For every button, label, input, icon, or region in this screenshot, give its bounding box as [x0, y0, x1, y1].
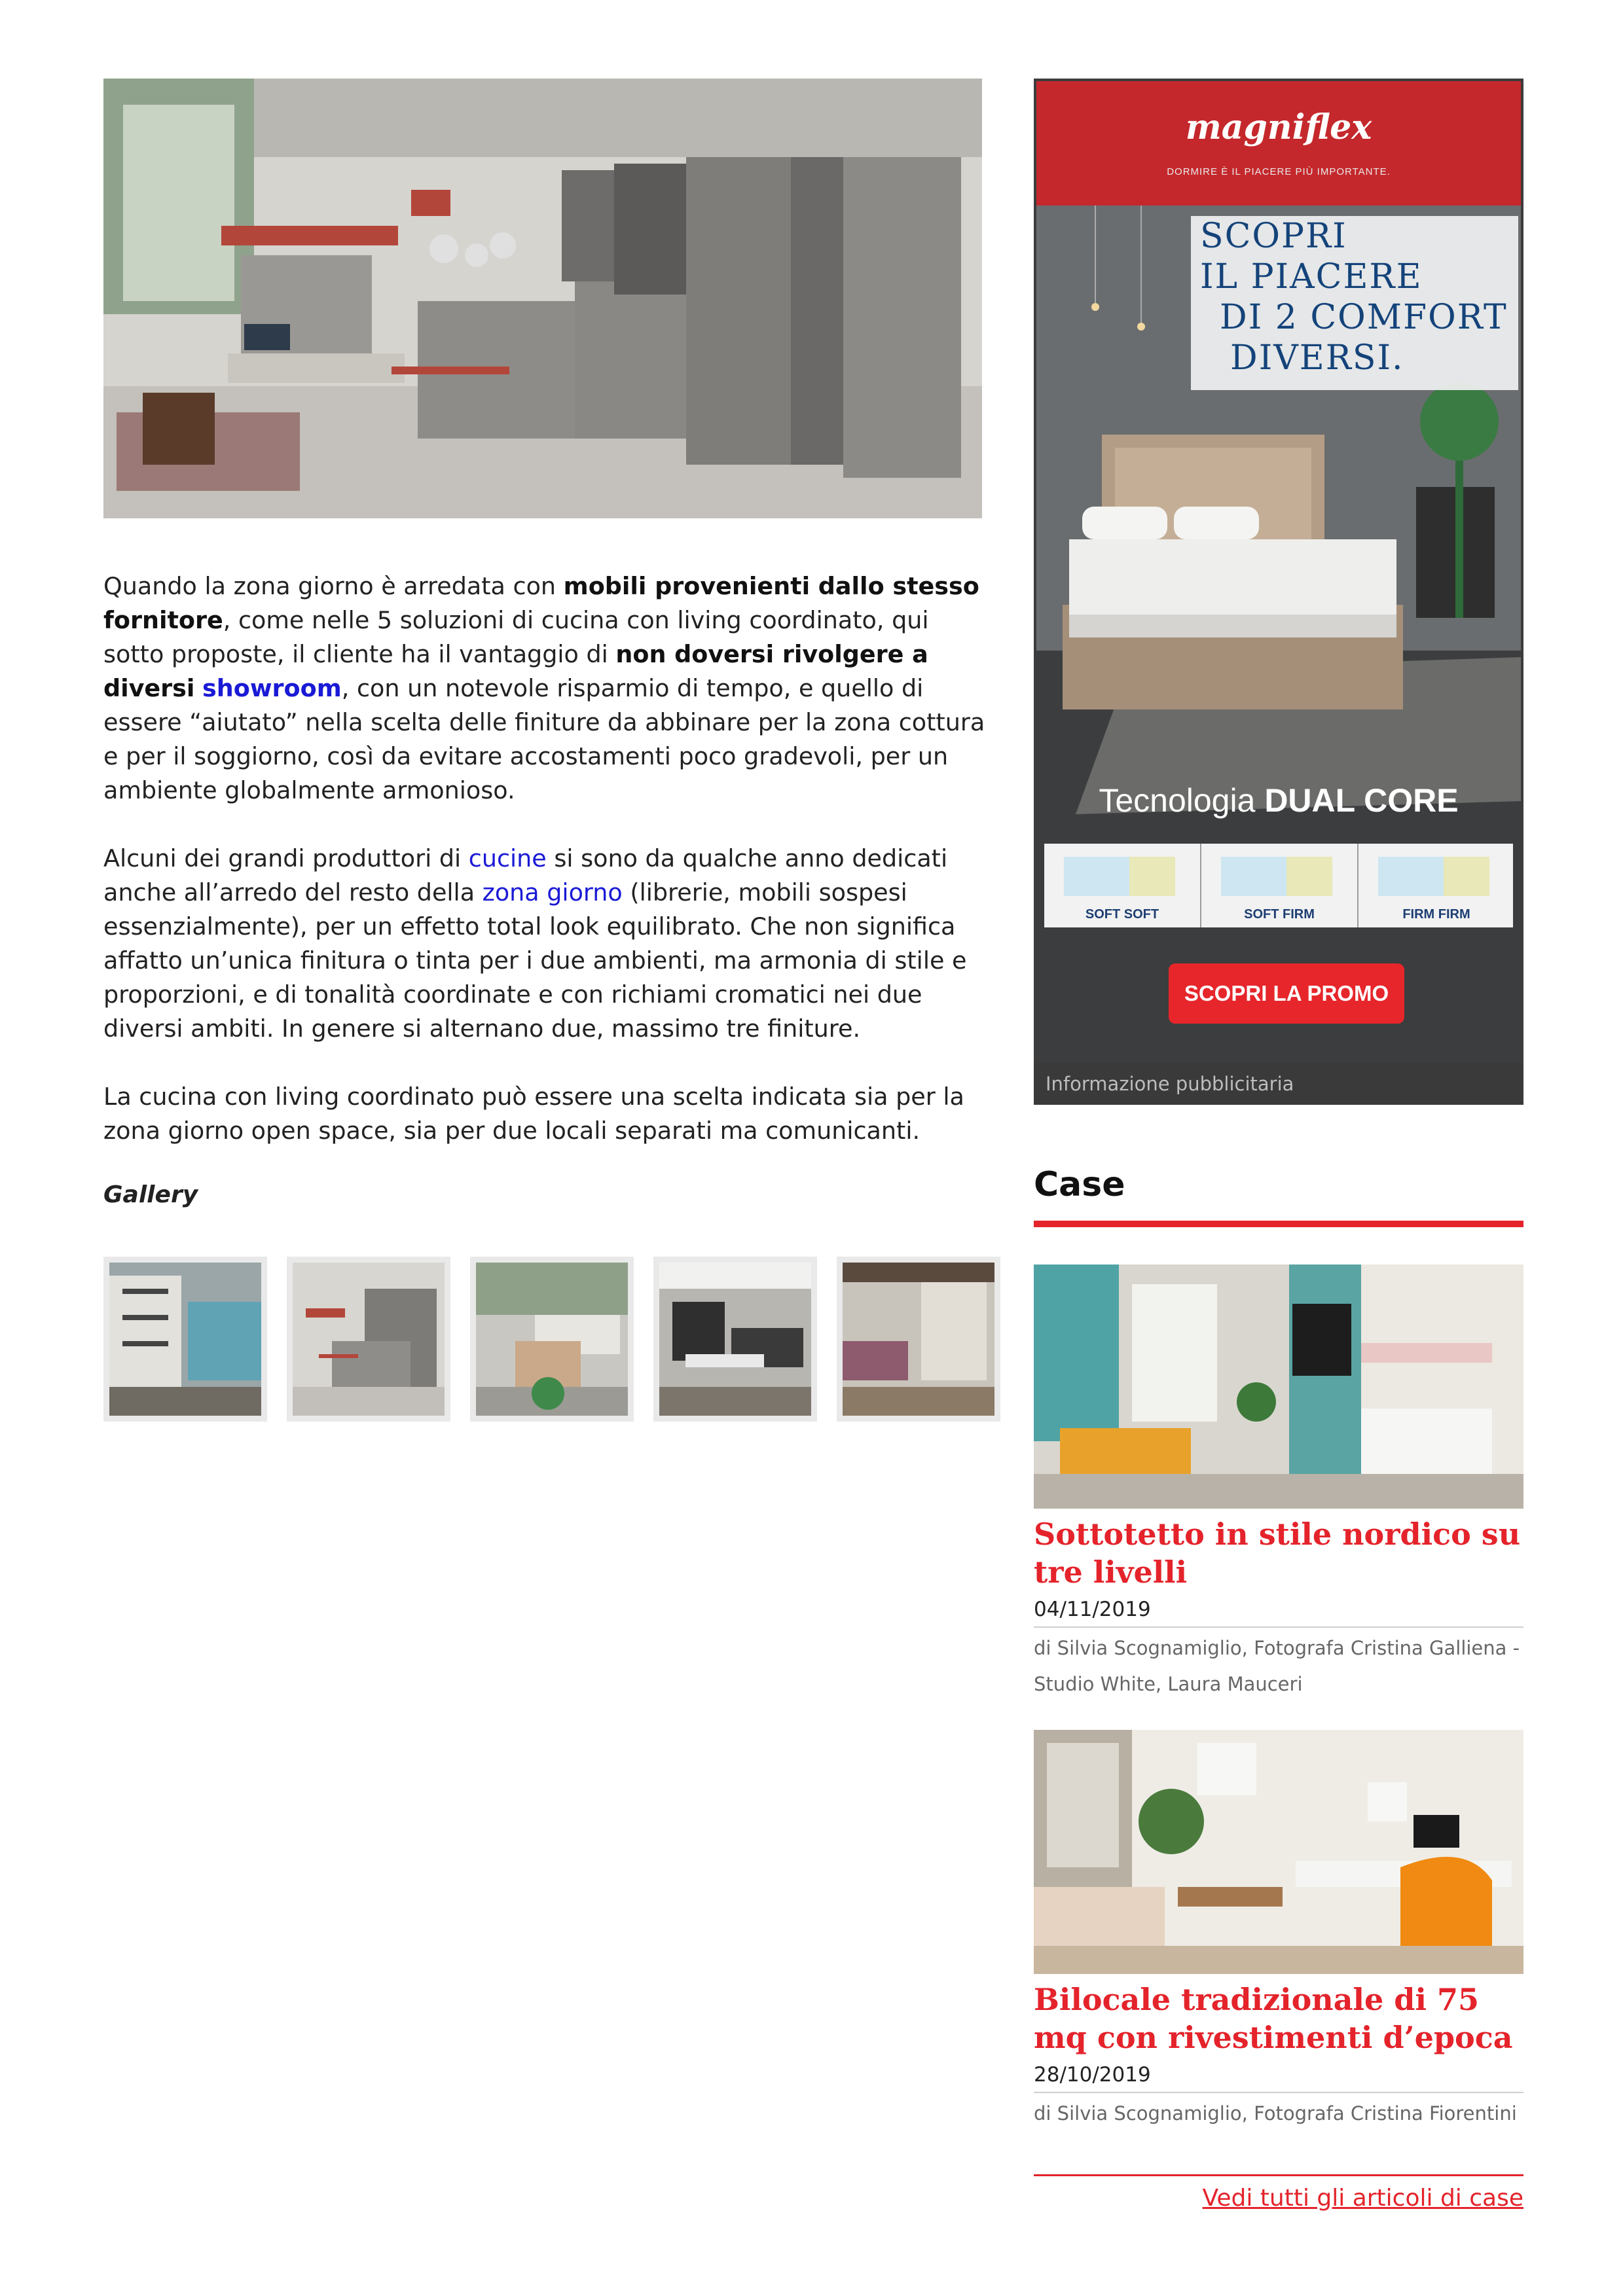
ad-creative[interactable]	[1036, 81, 1521, 1063]
zona-giorno-link[interactable]: zona giorno	[482, 878, 623, 906]
gallery-thumbnail[interactable]	[653, 1257, 817, 1422]
cucine-link[interactable]: cucine	[468, 844, 547, 872]
text-run: Alcuni dei grandi produttori di	[103, 844, 469, 872]
text-run: , come nelle 5 soluzioni di cucina con living coordinato, qui sotto proposte, il cliente ha il vantaggio di	[103, 606, 929, 668]
ad-disclosure-label: Informazione pubblicitaria	[1034, 1063, 1523, 1105]
hero-image-kitchen-living	[103, 79, 982, 518]
gallery-thumbnail[interactable]	[837, 1257, 1000, 1422]
layer-label: FIRM FIRM	[1402, 907, 1470, 922]
article-paragraph-3: La cucina con living coordinato può essere una scelta indicata sia per la zona giorno open space, sia per due locali separati ma comunicanti.	[103, 1083, 964, 1145]
ad-headline-line: SCOPRI	[1200, 217, 1347, 256]
advertisement-banner[interactable]	[1034, 79, 1523, 1105]
ad-tagline: DORMIRE È IL PIACERE PIÙ IMPORTANTE.	[1167, 166, 1391, 177]
article-paragraph-1	[103, 569, 994, 808]
article-card-title[interactable]: Sottotetto in stile nordico su tre livelli	[1034, 1516, 1521, 1590]
layer-option	[1359, 844, 1514, 927]
more-link-divider	[1034, 2174, 1523, 2176]
article-card-image[interactable]	[1034, 1730, 1523, 1974]
layer-option	[1044, 844, 1201, 927]
article-paragraph-2	[103, 842, 994, 1046]
main-column	[103, 79, 994, 1212]
scopri-la-promo-button[interactable]: SCOPRI LA PROMO	[1169, 963, 1404, 1024]
text-run: Quando la zona giorno è arredata con	[103, 572, 564, 600]
mattress-layers	[1044, 844, 1513, 927]
section-divider	[1034, 1221, 1523, 1227]
mattress-layer-icon	[1359, 844, 1514, 909]
article-body	[103, 569, 994, 1212]
magniflex-logo: magniflex	[1185, 107, 1372, 147]
gallery-label: Gallery	[103, 1181, 198, 1208]
gallery-thumbnail[interactable]	[103, 1257, 267, 1422]
gallery-thumbnail[interactable]	[470, 1257, 634, 1422]
article-card-image[interactable]	[1034, 1265, 1523, 1509]
bold-text: mobili provenienti dallo stesso fornitore	[103, 572, 979, 634]
mattress-layer-icon	[1201, 844, 1357, 909]
article-card-title[interactable]: Bilocale tradizionale di 75 mq con rivestimenti d’epoca	[1034, 1982, 1513, 2055]
ad-headline-line: DIVERSI.	[1230, 338, 1404, 378]
article-card-author: di Silvia Scognamiglio, Fotografa Cristina Fiorentini	[1034, 2102, 1517, 2125]
ad-technology-text	[1036, 781, 1521, 819]
article-card-date: 28/10/2019	[1034, 2063, 1523, 2093]
text-run: (librerie, mobili sospesi essenzialmente), per un effetto total look equilibrato. Che non significa affatto un’unica finitura o tinta per i due ambienti, ma armonia di stile e proporzioni, e di tonalità coordinate e con richiami cromatici nei due diversi ambiti. In genere si alternano due, massimo tre finiture.	[103, 878, 967, 1043]
ad-headline-box	[1191, 216, 1518, 390]
tech-prefix: Tecnologia	[1099, 782, 1265, 819]
layer-label: SOFT FIRM	[1244, 907, 1315, 922]
showroom-link[interactable]: showroom	[202, 674, 342, 702]
layer-label: SOFT SOFT	[1085, 907, 1159, 922]
ad-headline-line: DI 2 COMFORT	[1220, 298, 1508, 337]
mattress-layer-icon	[1044, 844, 1200, 909]
text-run: , con un notevole risparmio di tempo, e quello di essere “aiutato” nella scelta delle finiture da abbinare per la zona cottura e per il soggiorno, così da evitare accostamenti poco gradevoli, per un ambiente globalmente armonioso.	[103, 674, 985, 804]
layer-option	[1201, 844, 1359, 927]
gallery-thumbnail[interactable]	[287, 1257, 450, 1422]
article-card-date: 04/11/2019	[1034, 1598, 1523, 1628]
bold-text: non doversi rivolgere a diversi	[103, 640, 928, 702]
tech-bold: DUAL CORE	[1264, 782, 1459, 819]
article-card-author: di Silvia Scognamiglio, Fotografa Cristina Galliena - Studio White, Laura Mauceri	[1034, 1637, 1520, 1695]
ad-headline-line: IL PIACERE	[1200, 257, 1423, 296]
article-card[interactable]	[1034, 1730, 1523, 2132]
text-run: si sono da qualche anno dedicati anche all’arredo del resto della	[103, 844, 948, 906]
gallery-thumbnails	[103, 1257, 1000, 1422]
view-all-case-articles-link[interactable]: Vedi tutti gli articoli di case	[1202, 2185, 1523, 2212]
section-title-case: Case	[1034, 1165, 1125, 1204]
article-card[interactable]	[1034, 1265, 1523, 1702]
